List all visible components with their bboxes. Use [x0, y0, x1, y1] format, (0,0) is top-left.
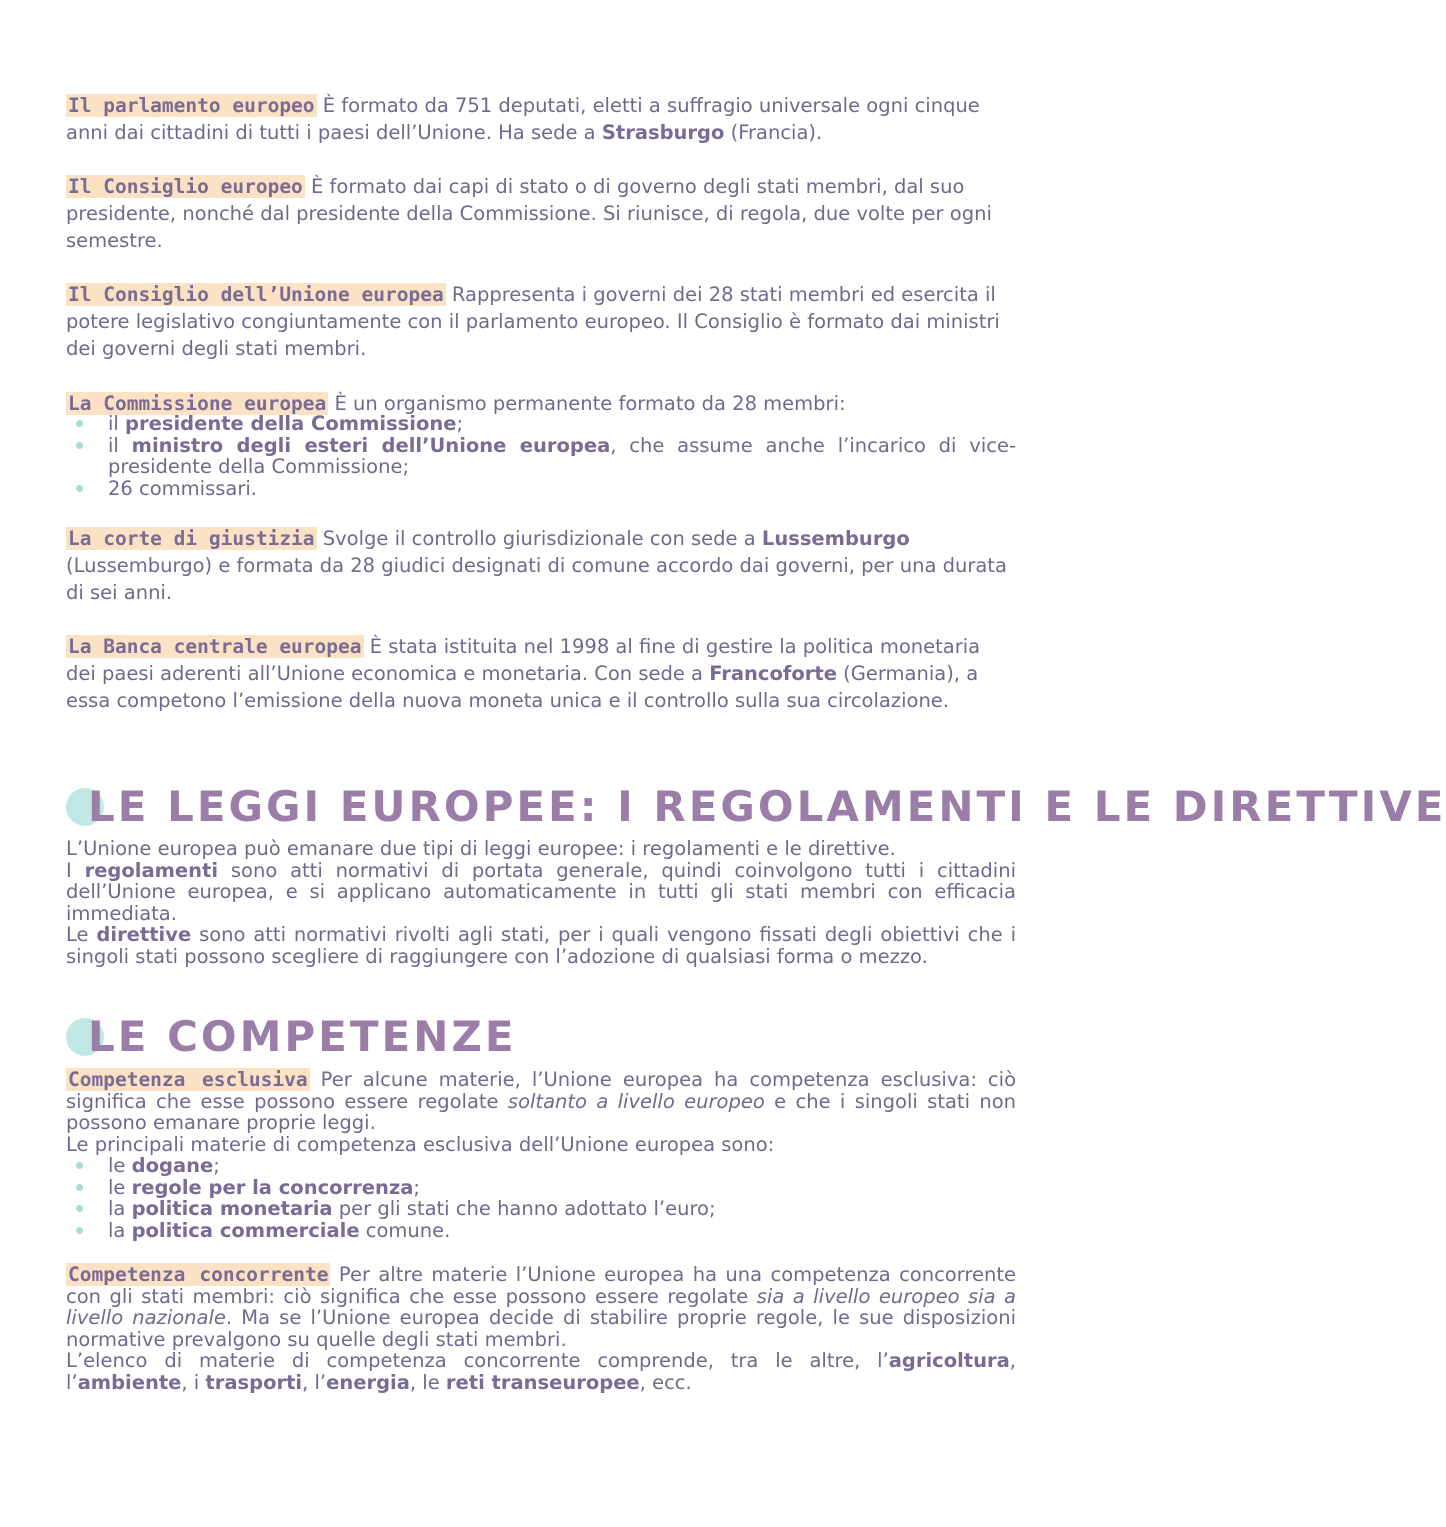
paragraph	[66, 173, 1016, 254]
term-highlight: Il Consiglio europeo	[68, 175, 303, 198]
list-item: la politica commerciale comune.	[108, 1220, 1016, 1242]
section-parlamento	[66, 92, 1016, 146]
section-commissione	[66, 390, 1016, 499]
bold-text: Strasburgo	[601, 121, 725, 144]
term-highlight: La Banca centrale europea	[68, 635, 362, 658]
section-competenza-concorrente	[66, 1264, 1016, 1393]
term-highlight: Il Consiglio dell’Unione europea	[68, 283, 444, 306]
text: (Lussemburgo) e formata da 28 giudici designati di comune accordo dai governi, per una durata di sei anni.	[66, 554, 1007, 604]
paragraph	[66, 633, 1016, 714]
text: È stata istituita nel 1998 al fine di gestire la politica monetaria dei paesi aderenti all’Unione economica e monetaria. Con sede a	[66, 635, 981, 685]
paragraph	[66, 525, 1016, 606]
list-item: il ministro degli esteri dell’Unione europea, che assume anche l’incarico di vice-presidente della Commissione;	[108, 433, 1016, 478]
text: È un organismo permanente formato da 28 membri:	[328, 392, 846, 415]
list-item: 26 commissari.	[108, 478, 1016, 500]
heading-text: LE LEGGI EUROPEE: I REGOLAMENTI E LE DIRETTIVE	[88, 782, 1446, 831]
list-item: le regole per la concorrenza;	[108, 1177, 1016, 1199]
term-highlight: Competenza concorrente	[68, 1263, 329, 1286]
term-highlight: La corte di giustizia	[68, 527, 315, 550]
text: (Francia).	[724, 121, 823, 144]
section-competenza-esclusiva	[66, 1069, 1016, 1241]
paragraph: I regolamenti sono atti normativi di portata generale, quindi coinvolgono tutti i cittadini dell’Unione europea, e si applicano automaticamente in tutti gli stati membri con efficacia immediata.	[66, 858, 1016, 925]
list-item: il presidente della Commissione;	[108, 413, 1016, 435]
section-consiglio-europeo	[66, 173, 1016, 254]
section-corte	[66, 525, 1016, 606]
text: Rappresenta i governi dei 28 stati membri ed esercita il potere legislativo congiuntamente con il parlamento europeo. Il Consiglio è formato dai ministri dei governi degli stati membri.	[66, 283, 1000, 360]
term-highlight: La Commissione europea	[68, 392, 327, 415]
heading-text: LE COMPETENZE	[88, 1012, 517, 1061]
term-highlight: Il parlamento europeo	[68, 94, 315, 117]
paragraph	[66, 281, 1016, 362]
section-consiglio-ue	[66, 281, 1016, 362]
text: (Germania), a essa competono l’emissione della nuova moneta unica e il controllo sulla sua circolazione.	[66, 662, 979, 712]
paragraph: Le principali materie di competenza esclusiva dell’Unione europea sono:	[66, 1132, 775, 1156]
text: Svolge il controllo giurisdizionale con sede a	[316, 527, 762, 550]
paragraph: L’Unione europea può emanare due tipi di leggi europee: i regolamenti e le direttive.	[66, 837, 896, 860]
list-item: le dogane;	[108, 1155, 1016, 1177]
bullet-list	[66, 413, 1016, 499]
bullet-list	[66, 1155, 1016, 1241]
bold-text: Lussemburgo	[761, 527, 910, 550]
text: È formato dai capi di stato o di governo degli stati membri, dal suo presidente, nonché dal presidente della Commissione. Si riunisce, di regola, due volte per ogni semestre.	[66, 175, 992, 252]
paragraph: Le direttive sono atti normativi rivolti agli stati, per i quali vengono fissati degli obiettivi che i singoli stati possono scegliere di raggiungere con l’adozione di qualsiasi forma o mezzo.	[66, 923, 1016, 968]
term-highlight: Competenza esclusiva	[68, 1068, 308, 1091]
section-heading-competenze	[66, 1012, 517, 1061]
list-item: la politica monetaria per gli stati che hanno adottato l’euro;	[108, 1198, 1016, 1220]
text: È formato da 751 deputati, eletti a suffragio universale ogni cinque anni dai cittadini di tutti i paesi dell’Unione. Ha sede a	[66, 94, 980, 144]
paragraph: Competenza concorrente Per altre materie l’Unione europea ha una competenza concorrente con gli stati membri: ciò significa che esse possono essere regolate sia a livello europeo sia a livello nazionale. Ma se l’Unione europea decide di stabilire proprie regole, le sue disposizioni normative prevalgono su quelle degli stati membri.	[66, 1263, 1016, 1351]
section-leggi	[66, 838, 1016, 967]
bold-text: Francoforte	[709, 662, 837, 685]
section-heading-leggi	[66, 782, 1446, 831]
paragraph: L’elenco di materie di competenza concorrente comprende, tra le altre, l’agricoltura, l’ambiente, i trasporti, l’energia, le reti transeuropee, ecc.	[66, 1349, 1016, 1394]
section-bce	[66, 633, 1016, 714]
paragraph: Competenza esclusiva Per alcune materie, l’Unione europea ha competenza esclusiva: ciò significa che esse possono essere regolate soltanto a livello europeo e che i singoli stati non possono emanare proprie leggi.	[66, 1068, 1016, 1134]
paragraph	[66, 92, 1016, 146]
